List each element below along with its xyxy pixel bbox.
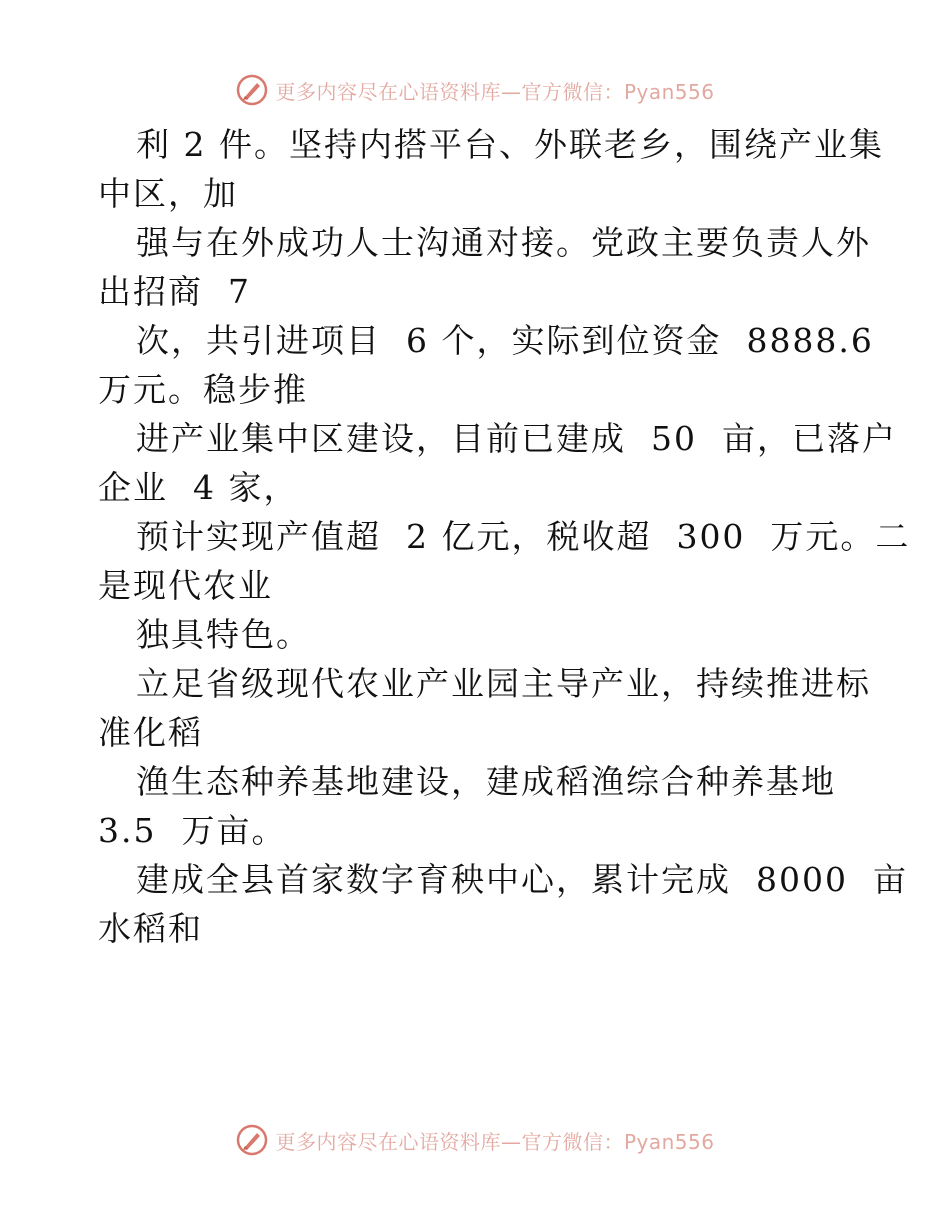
pen-seal-icon xyxy=(235,73,269,107)
body-line: 建成全县首家数字育秧中心，累计完成 8000 亩 xyxy=(136,860,908,899)
body-line: 万元。稳步推 xyxy=(98,370,308,409)
body-line: 独具特色。 xyxy=(136,615,311,654)
body-line: 是现代农业 xyxy=(98,566,273,605)
body-line: 进产业集中区建设，目前已建成 50 亩，已落户 xyxy=(136,419,897,458)
body-line: 预计实现产值超 2 亿元，税收超 300 万元。二 xyxy=(136,517,911,556)
body-line: 中区，加 xyxy=(98,174,238,213)
body-line: 出招商 7 xyxy=(98,272,251,311)
header-banner xyxy=(0,70,950,110)
body-line: 企业 4 家， xyxy=(98,468,299,507)
body-line: 立足省级现代农业产业园主导产业，持续推进标 xyxy=(136,664,871,703)
body-line: 利 2 件。坚持内搭平台、外联老乡，围绕产业集 xyxy=(136,125,884,164)
body-line: 准化稻 xyxy=(98,713,203,752)
header-banner-text: 更多内容尽在心语资料库—官方微信：Pyan556 xyxy=(275,79,715,104)
body-line: 水稻和 xyxy=(98,909,203,948)
pen-seal-icon xyxy=(235,1123,269,1157)
body-line: 渔生态种养基地建设，建成稻渔综合种养基地 xyxy=(136,762,836,801)
body-line: 次，共引进项目 6 个，实际到位资金 8888.6 xyxy=(136,321,874,360)
body-line: 3.5 万亩。 xyxy=(98,811,287,850)
footer-banner-text: 更多内容尽在心语资料库—官方微信：Pyan556 xyxy=(275,1129,715,1154)
footer-banner xyxy=(0,1120,950,1160)
body-line: 强与在外成功人士沟通对接。党政主要负责人外 xyxy=(136,223,871,262)
document-body xyxy=(98,120,911,953)
